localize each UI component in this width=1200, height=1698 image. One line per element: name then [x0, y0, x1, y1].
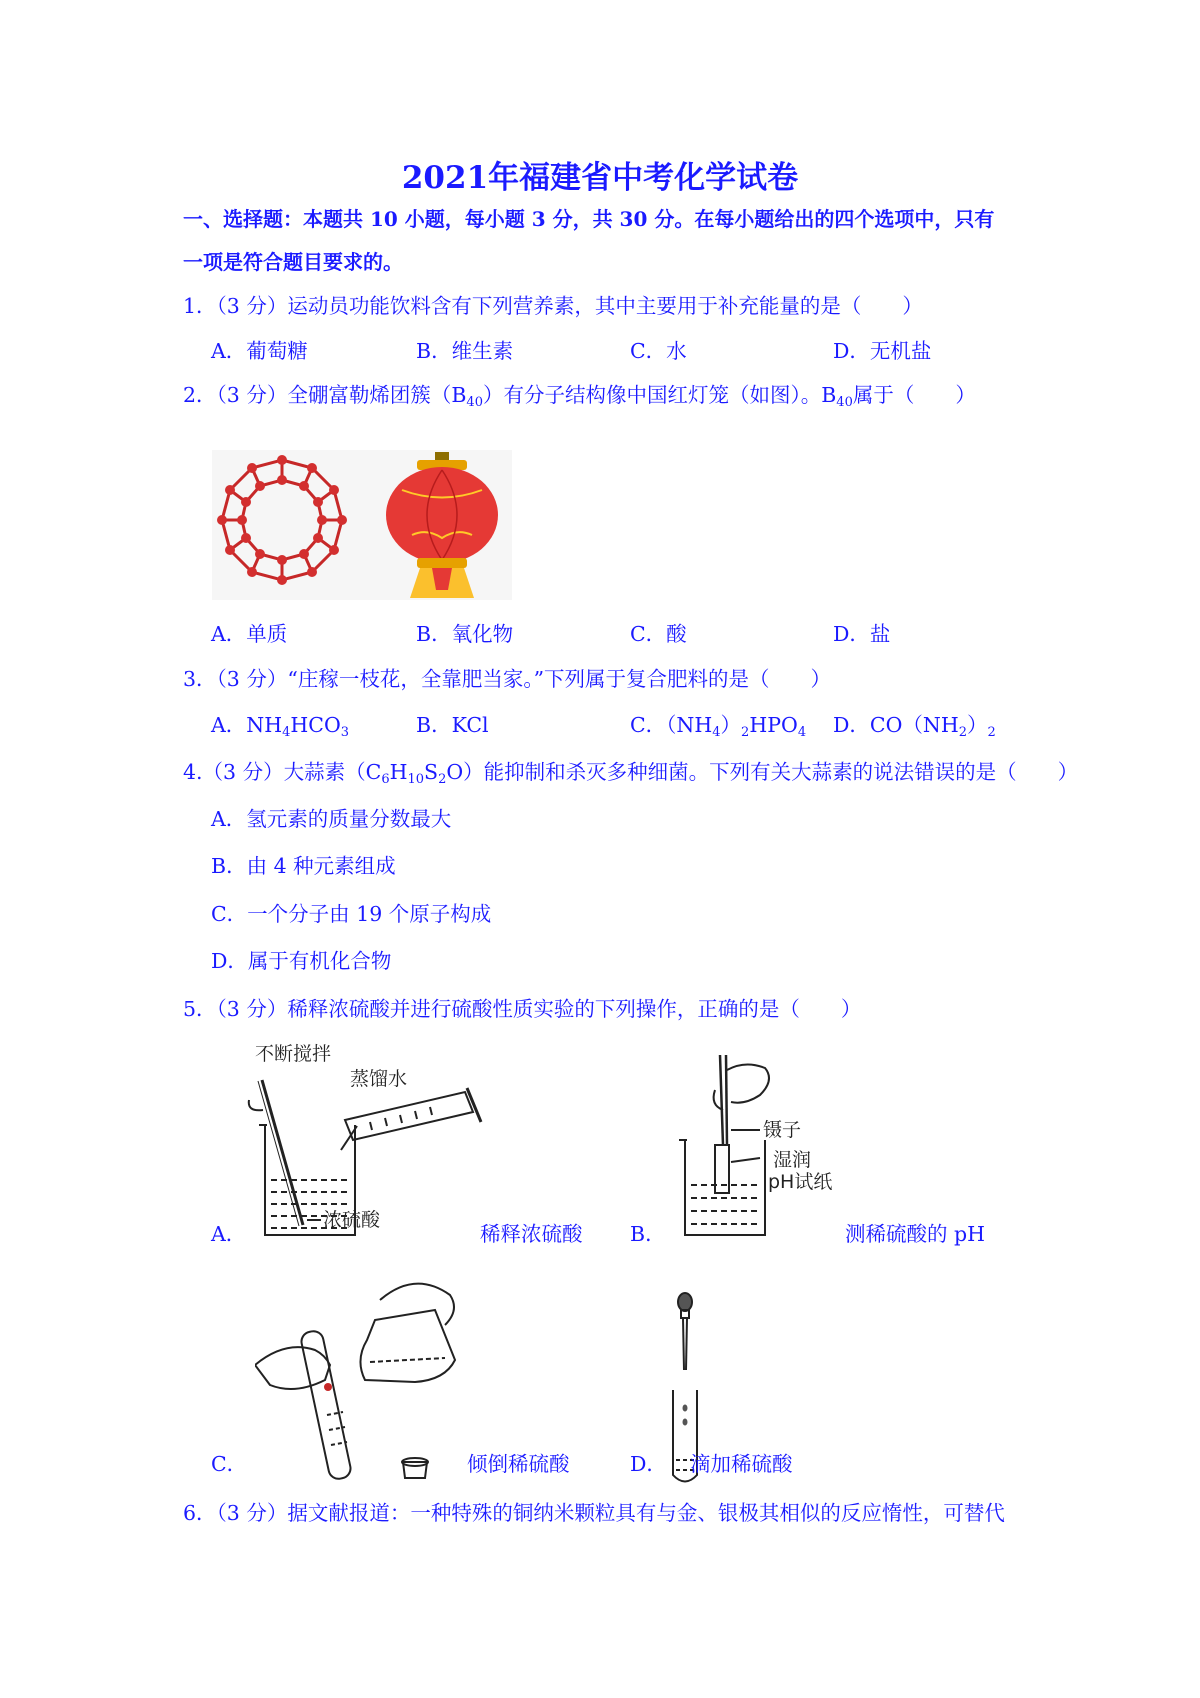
q4-option-d: D．属于有机化合物: [211, 949, 392, 973]
question-4-stem: 4.（3 分）大蒜素$(C_6H_{10}S_2O)$能抑制和杀灭多种细菌。下列有关大蒜素的说法错误的是（ ）: [183, 760, 1079, 787]
q2-figure: [212, 450, 512, 600]
q4-option-a: A．氢元素的质量分数最大: [211, 807, 452, 831]
q4-option-b: B．由 4 种元素组成: [211, 854, 396, 878]
label-wet: 湿润: [773, 1149, 812, 1171]
q1-option-d: D．无机盐: [833, 339, 932, 363]
q5-option-a-letter: A．: [211, 1222, 247, 1246]
q2-option-c: C．酸: [630, 622, 687, 646]
question-6-stem: 6．（3 分）据文献报道：一种特殊的铜纳米颗粒具有与金、银极其相似的反应惰性，可替代: [183, 1501, 1005, 1525]
label-tweezers: 镊子: [763, 1119, 802, 1141]
q5-option-a-text: 稀释浓硫酸: [480, 1222, 583, 1246]
q5-option-d-text: 滴加稀硫酸: [690, 1452, 793, 1476]
section-heading-line2: 一项是符合题目要求的。: [183, 250, 403, 274]
q3-option-b: B．KCl: [416, 713, 489, 737]
section-heading-line1: 一、选择题：本题共 10 小题，每小题 3 分，共 30 分。在每小题给出的四个选项中，只有: [183, 207, 995, 231]
q3-option-c: C．$(NH_4)_2HPO_4$: [630, 713, 807, 740]
label-conc-acid: 浓硫酸: [323, 1209, 381, 1231]
q2-option-a: A．单质: [211, 622, 288, 646]
q2-option-d: D．盐: [833, 622, 891, 646]
page-title: 2021年福建省中考化学试卷: [401, 160, 799, 196]
q3-option-d: D．$CO(NH_2)_2$: [833, 713, 996, 740]
label-ph-paper: pH试纸: [768, 1171, 833, 1193]
question-5-stem: 5．（3 分）稀释浓硫酸并进行硫酸性质实验的下列操作，正确的是（ ）: [183, 997, 862, 1021]
q5-option-c-text: 倾倒稀硫酸: [467, 1452, 570, 1476]
q1-option-b: B．维生素: [416, 339, 514, 363]
q4-option-c: C．一个分子由 19 个原子构成: [211, 902, 492, 926]
q5-figure-b: [665, 1050, 865, 1240]
label-stir: 不断搅拌: [255, 1043, 332, 1065]
question-2-stem: 2．（3 分）全硼富勒烯团簇$(B_{40})$有分子结构像中国红灯笼（如图）。$B_{40}$属于（ ）: [183, 383, 976, 410]
q5-option-b-text: 测稀硫酸的 pH: [845, 1222, 986, 1246]
q2-option-b: B．氧化物: [416, 622, 514, 646]
q3-option-a: A．$NH_4HCO_3$: [211, 713, 350, 740]
q1-option-c: C．水: [630, 339, 687, 363]
question-3-stem: 3．（3 分）“庄稼一枝花，全靠肥当家。”下列属于复合肥料的是（ ）: [183, 667, 832, 691]
q5-option-d-letter: D．: [630, 1452, 667, 1476]
label-distilled-water: 蒸馏水: [350, 1068, 408, 1090]
q5-option-c-letter: C．: [211, 1452, 248, 1476]
q5-figure-c: [255, 1270, 475, 1490]
q5-figure-a: [245, 1040, 485, 1240]
q1-option-a: A．葡萄糖: [211, 339, 308, 363]
q5-option-b-letter: B．: [630, 1222, 666, 1246]
question-1-stem: 1．（3 分）运动员功能饮料含有下列营养素，其中主要用于补充能量的是（ ）: [183, 294, 923, 318]
